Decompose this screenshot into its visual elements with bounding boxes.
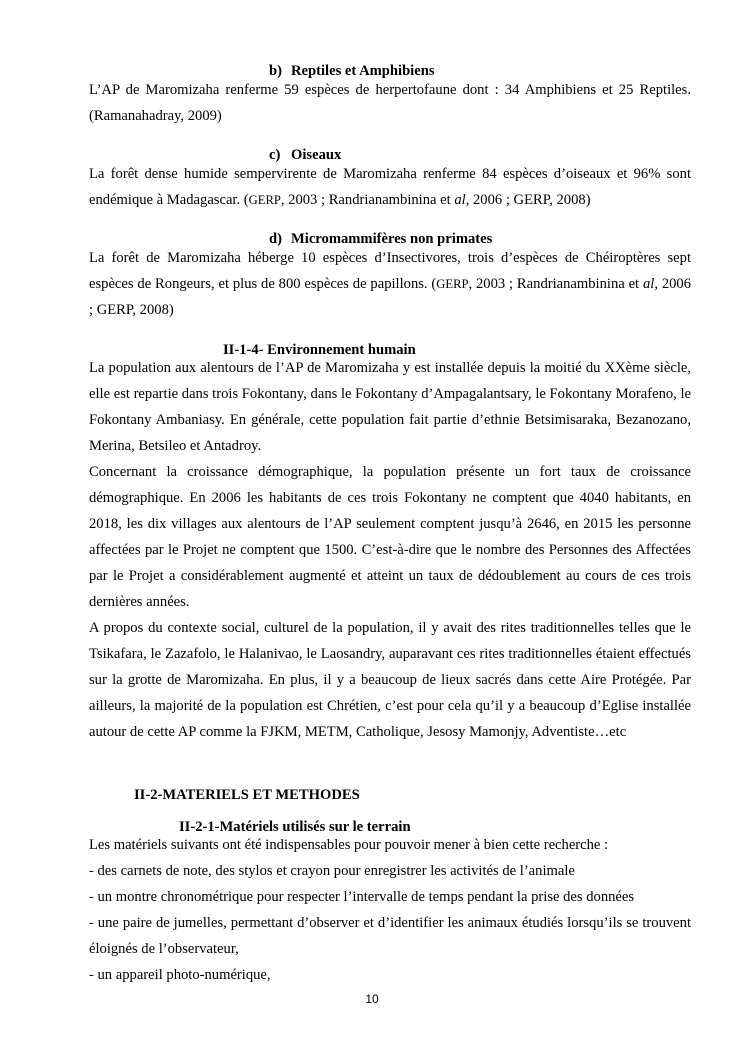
citation-al: al [642, 276, 655, 292]
citation-text: , 2003 ; Randrianambinina et [280, 192, 455, 208]
list-item: - un montre chronométrique pour respecter l’intervalle de temps pendant la prise des données [89, 889, 635, 905]
section-micromammiferes [89, 245, 691, 323]
paragraph-population: La population aux alentours de l’AP de Maromizaha y est installée depuis la moitié du XXème siècle, elle est repartie dans trois Fokontany, dans le Fokontany d’Ampagalantsary, le Fokontany Morafeno, le Fokontany Ambaniasy. En générale, cette population fait partie d’ethnie Betsimisaraka, Bezanozano, Merina, Betsileo et Antadroy. [89, 360, 691, 454]
heading-label: d) [269, 231, 282, 247]
paragraph-intro: Les matériels suivants ont été indispensables pour pouvoir mener à bien cette recherche : [89, 837, 609, 853]
heading-text: Oiseaux [291, 147, 342, 163]
heading-text: Micromammifères non primates [291, 231, 493, 247]
page-number: 10 [365, 992, 379, 1006]
section-environnement-humain [89, 355, 691, 745]
heading-materiels-terrain: II-2-1-Matériels utilisés sur le terrain [179, 819, 411, 835]
paragraph-contexte-social: A propos du contexte social, culturel de la population, il y avait des rites traditionnelles telles que le Tsikafara, le Zazafolo, le Halanivao, le Laosandry, auparavant ces rites traditionnelles étaient effectués sur la grotte de Maromizaha. En plus, il y a beaucoup de lieux sacrés dans cette Aire Protégée. Par ailleurs, la majorité de la population est Chrétien, c’est pour cela qu’il y a beaucoup d’Eglise installée autour de cette AP comme la FJKM, METM, Catholique, Jesosy Mamonjy, Adventiste…etc [89, 620, 691, 740]
paragraph-croissance: Concernant la croissance démographique, la population présente un fort taux de croissance démographique. En 2006 les habitants de ces trois Fokontany ne comptent que 4040 habitants, en 2018, les dix villages aux alentours de l’AP seulement comptent jusqu’à 2646, en 2015 les personne affectées par le Projet ne comptent que 1500. C’est-à-dire que le nombre des Personnes des Affectées par le Projet a considérablement augmenté et atteint un taux de dédoublement au cours de ces trois dernières années. [89, 464, 691, 610]
heading-environnement-humain: II-1-4- Environnement humain [223, 342, 416, 358]
heading-materiels-methodes: II-2-MATERIELS ET METHODES [134, 787, 360, 803]
heading-label: b) [269, 63, 282, 79]
section-oiseaux [89, 161, 691, 213]
citation-al: al [454, 192, 466, 208]
section-materiels [89, 832, 691, 988]
paragraph-text: La forêt de Maromizaha héberge 10 espèces d’Insectivores, trois d’espèces de Chéiroptères sept espèces de Rongeurs, et plus de 800 espèces de papillons. ( [89, 250, 691, 292]
list-item: - un appareil photo-numérique, [89, 967, 271, 983]
list-item: - des carnets de note, des stylos et crayon pour enregistrer les activités de l’animale [89, 863, 575, 879]
citation-end: , 2006 ; GERP, 2008) [465, 192, 591, 208]
paragraph [89, 161, 691, 213]
citation-gerp: GERP [248, 193, 281, 207]
citation-gerp: GERP [436, 277, 469, 291]
heading-label: c) [269, 147, 281, 163]
list-item: - une paire de jumelles, permettant d’observer et d’identifier les animaux étudiés lorsqu’ils se trouvent éloignés de l’observateur, [89, 915, 691, 957]
paragraph [89, 245, 691, 323]
paragraph: L’AP de Maromizaha renferme 59 espèces de herpertofaune dont : 34 Amphibiens et 25 Reptiles. (Ramanahadray, 2009) [89, 82, 691, 124]
heading-text: Reptiles et Amphibiens [291, 63, 435, 79]
citation-end: , 2006 ; GERP, 2008) [89, 276, 692, 318]
section-reptiles [89, 77, 691, 129]
citation-text: , 2003 ; Randrianambinina et [468, 276, 643, 292]
paragraph-text: La forêt dense humide sempervirente de Maromizaha renferme 84 espèces d’oiseaux et 96% sont endémique à Madagascar. ( [89, 166, 691, 208]
